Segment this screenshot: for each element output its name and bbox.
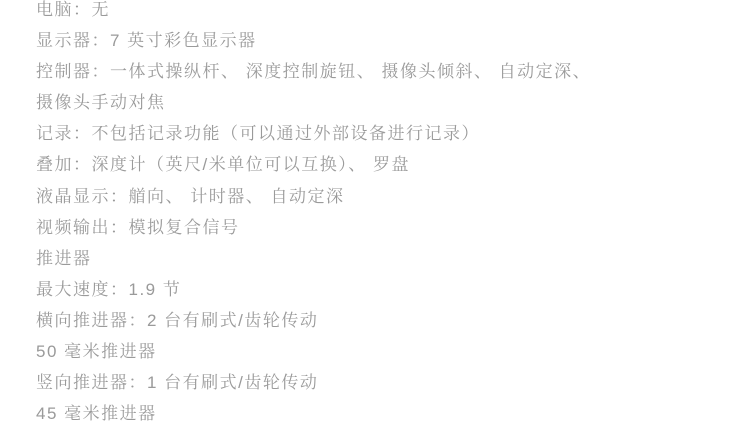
spec-line-50mm-thruster: 50 毫米推进器 [36,342,157,362]
spec-line-controller: 控制器：一体式操纵杆、 深度控制旋钮、 摄像头倾斜、 自动定深、 [36,62,592,82]
spec-line-overlay: 叠加：深度计（英尺/米单位可以互换）、 罗盘 [36,155,410,175]
spec-line-display: 显示器：7 英寸彩色显示器 [36,31,257,51]
spec-line-vertical-thruster: 竖向推进器：1 台有刷式/齿轮传动 [36,373,319,393]
spec-line-lcd: 液晶显示：艏向、 计时器、 自动定深 [36,186,345,206]
spec-line-thruster-heading: 推进器 [36,248,92,268]
spec-line-controller-cont: 摄像头手动对焦 [36,93,166,113]
spec-line-computer: 电脑：无 [36,0,110,19]
spec-line-lateral-thruster: 横向推进器：2 台有刷式/齿轮传动 [36,310,319,330]
spec-line-recording: 记录：不包括记录功能（可以通过外部设备进行记录） [36,124,480,144]
spec-line-video-output: 视频输出：模拟复合信号 [36,217,240,237]
spec-line-max-speed: 最大速度：1.9 节 [36,279,182,299]
spec-line-45mm-thruster: 45 毫米推进器 [36,404,157,424]
